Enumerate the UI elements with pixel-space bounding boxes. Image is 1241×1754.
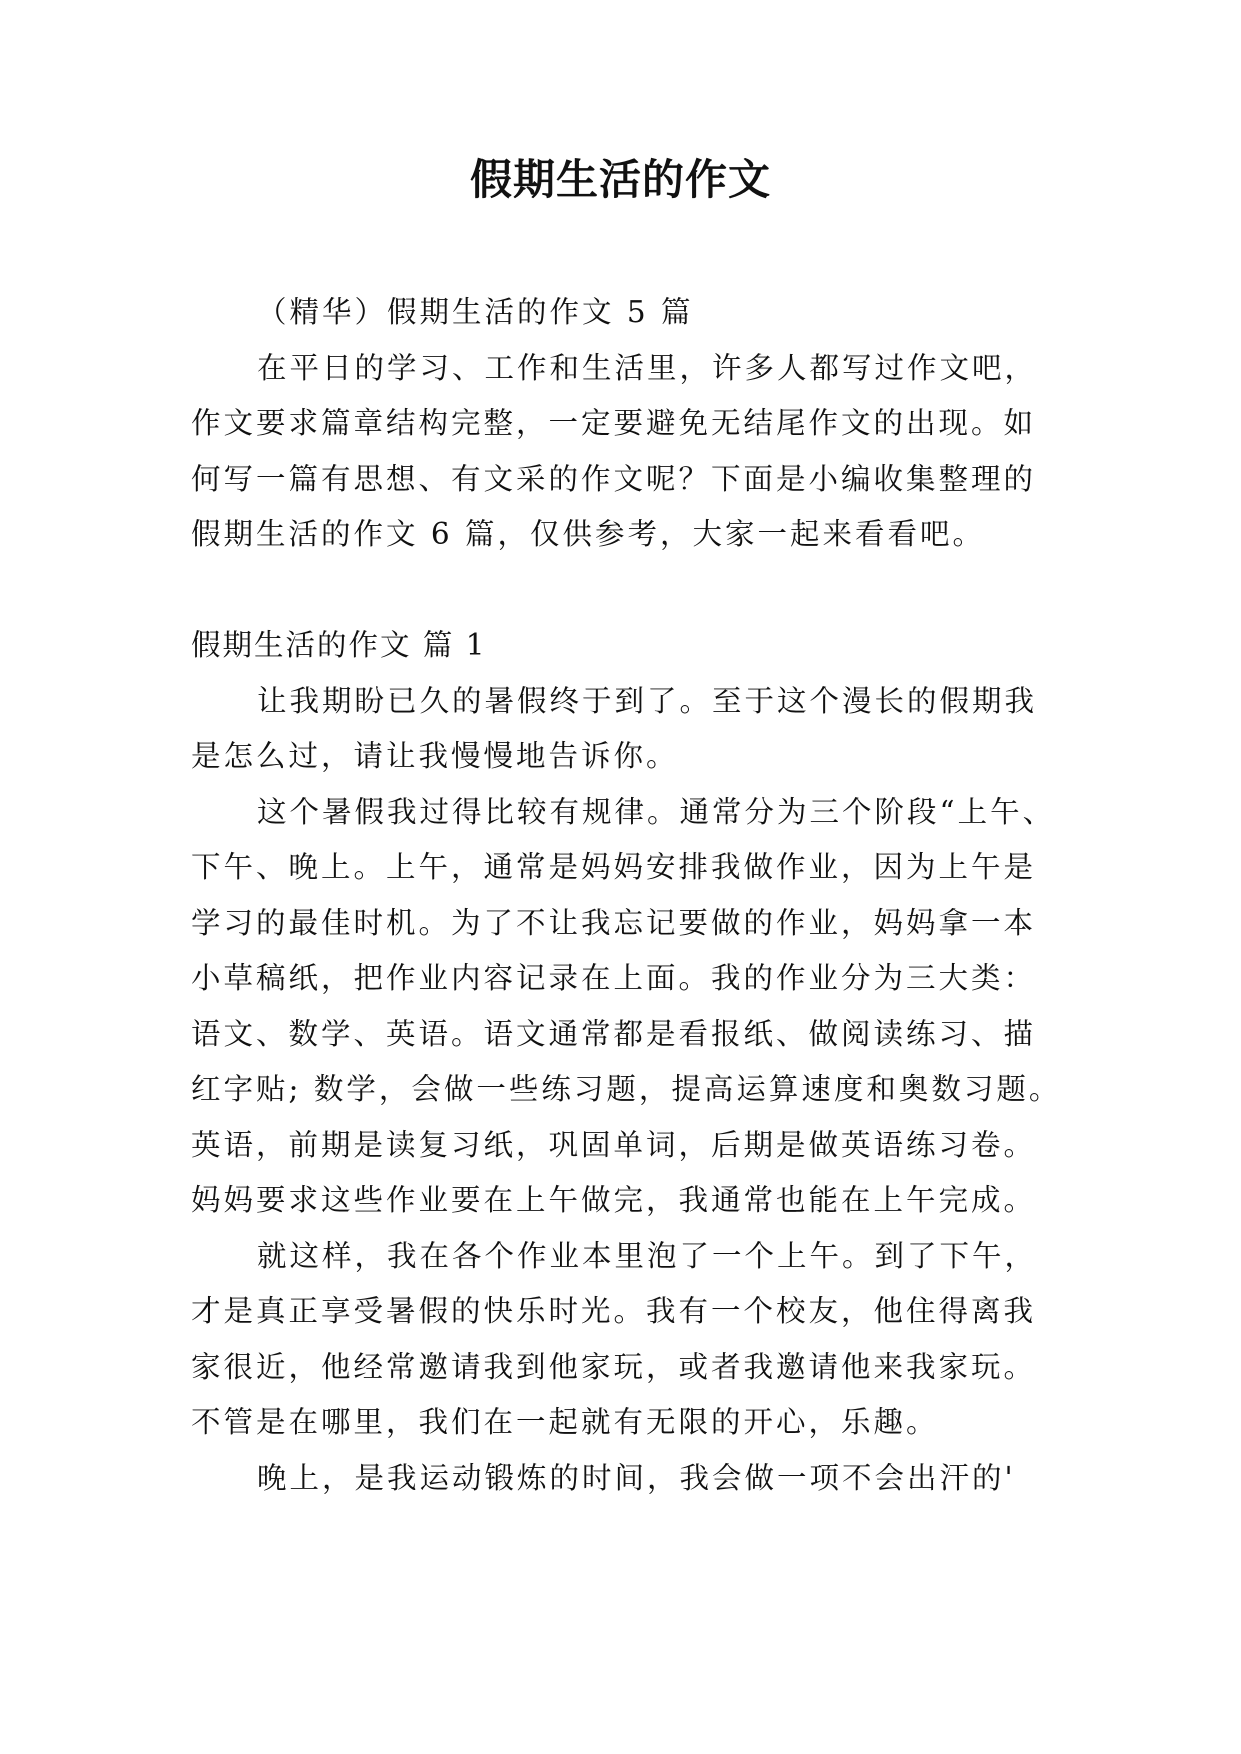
- paragraph-line: 不管是在哪里，我们在一起就有无限的开心，乐趣。: [191, 1405, 939, 1439]
- paragraph-line: 是怎么过，请让我慢慢地告诉你。: [191, 739, 679, 773]
- paragraph-line: 这个暑假我过得比较有规律。通常分为三个阶段“上午、: [257, 794, 1056, 829]
- paragraph-line: 家很近，他经常邀请我到他家玩，或者我邀请他来我家玩。: [191, 1349, 1037, 1384]
- intro-line: 在平日的学习、工作和生活里，许多人都写过作文吧，: [257, 350, 1038, 385]
- document-body: [191, 285, 1071, 1506]
- paragraph-line: 妈妈要求这些作业要在上午做完，我通常也能在上午完成。: [191, 1183, 1037, 1217]
- paragraph-gap: [191, 563, 1071, 619]
- intro-line: 何写一篇有思想、有文采的作文呢？下面是小编收集整理的: [191, 461, 1037, 496]
- intro-line: 作文要求篇章结构完整，一定要避免无结尾作文的出现。如: [191, 406, 1037, 440]
- paragraph-line: 就这样，我在各个作业本里泡了一个上午。到了下午，: [257, 1238, 1038, 1273]
- paragraph-line: 小草稿纸，把作业内容记录在上面。我的作业分为三大类：: [191, 961, 1037, 995]
- paragraph-line: 才是真正享受暑假的快乐时光。我有一个校友，他住得离我: [191, 1294, 1037, 1328]
- paragraph-line: 晚上，是我运动锻炼的时间，我会做一项不会出汗的': [257, 1460, 1016, 1495]
- paragraph-line: 语文、数学、英语。语文通常都是看报纸、做阅读练习、描: [191, 1016, 1037, 1051]
- section-heading: 假期生活的作文 篇 1: [191, 628, 487, 662]
- paragraph-line: 学习的最佳时机。为了不让我忘记要做的作业，妈妈拿一本: [191, 905, 1037, 940]
- paragraph-line: 让我期盼已久的暑假终于到了。至于这个漫长的假期我: [257, 683, 1038, 718]
- paragraph-line: 红字贴; 数学，会做一些练习题，提高运算速度和奥数习题。: [191, 1072, 1062, 1106]
- document-title: 假期生活的作文: [469, 155, 771, 204]
- paragraph-line: 下午、晚上。上午，通常是妈妈安排我做作业，因为上午是: [191, 850, 1037, 884]
- intro-line: 假期生活的作文 6 篇，仅供参考，大家一起来看看吧。: [191, 517, 986, 551]
- paragraph-line: 英语，前期是读复习纸，巩固单词，后期是做英语练习卷。: [191, 1127, 1037, 1162]
- subtitle-line: （精华）假期生活的作文 5 篇: [257, 295, 694, 329]
